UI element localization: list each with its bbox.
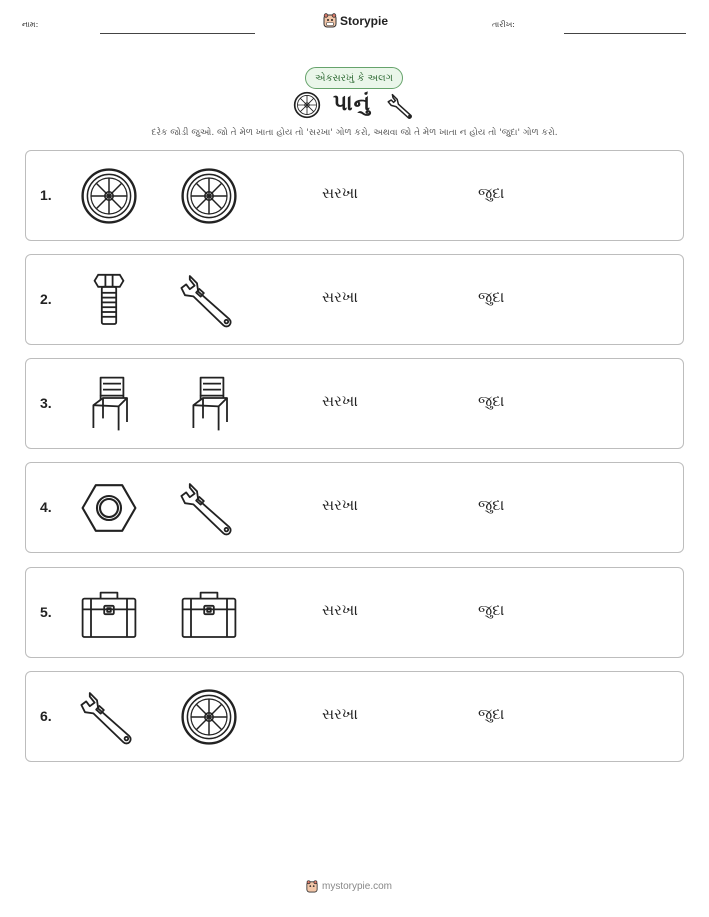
footer-url[interactable]: mystorypie.com	[322, 881, 393, 892]
wrench-icon	[79, 687, 139, 747]
toolbox-icon	[79, 583, 139, 643]
question-row-1	[25, 150, 684, 241]
name-line[interactable]	[100, 33, 255, 34]
brand-name: Storypie	[340, 13, 389, 28]
brand-logo	[323, 13, 388, 28]
instructions: દરેક જોડી જુઓ. જો તે મેળ ખાતા હોય તો 'સરખા' ગોળ કરો, અથવા જો તે મેળ ખાતા ન હોય તો 'જુદા' ગોળ કરો.	[151, 128, 558, 138]
worksheet-tag: એકસરખું કે અલગ	[305, 67, 403, 89]
question-row-6	[25, 671, 684, 762]
different-option[interactable]: જુદા	[478, 601, 505, 619]
question-row-3	[25, 358, 684, 449]
question-row-2	[25, 254, 684, 345]
different-option[interactable]: જુદા	[478, 496, 505, 514]
different-option[interactable]: જુદા	[478, 392, 505, 410]
wrench-icon	[179, 270, 239, 330]
wrench-icon	[179, 478, 239, 538]
question-number: 6.	[40, 708, 52, 724]
different-option[interactable]: જુદા	[478, 705, 505, 723]
question-row-5	[25, 567, 684, 658]
wheel-icon	[79, 166, 139, 226]
wheel-icon	[293, 91, 321, 119]
footer	[306, 880, 392, 893]
toolbox-icon	[179, 583, 239, 643]
question-number: 3.	[40, 395, 52, 411]
question-row-4	[25, 462, 684, 553]
storypie-mascot-icon	[323, 13, 337, 28]
title-row	[0, 90, 709, 124]
same-option[interactable]: સરખા	[322, 392, 358, 410]
question-number: 1.	[40, 187, 52, 203]
wheel-icon	[179, 687, 239, 747]
question-number: 4.	[40, 499, 52, 515]
same-option[interactable]: સરખા	[322, 601, 358, 619]
bolt-icon	[79, 270, 139, 330]
same-option[interactable]: સરખા	[322, 496, 358, 514]
wheel-icon	[179, 166, 239, 226]
same-option[interactable]: સરખા	[322, 288, 358, 306]
different-option[interactable]: જુદા	[478, 184, 505, 202]
question-number: 5.	[40, 604, 52, 620]
page-title: પાનું	[333, 91, 372, 116]
question-number: 2.	[40, 291, 52, 307]
date-label: તારીખ:	[492, 20, 515, 29]
different-option[interactable]: જુદા	[478, 288, 505, 306]
same-option[interactable]: સરખા	[322, 705, 358, 723]
wrench-icon	[387, 91, 417, 121]
same-option[interactable]: સરખા	[322, 184, 358, 202]
name-label: નામ:	[22, 20, 39, 29]
nut-icon	[79, 478, 139, 538]
storypie-mascot-icon	[306, 880, 318, 893]
date-line[interactable]	[564, 33, 686, 34]
chair-icon	[79, 374, 139, 434]
chair-icon	[179, 374, 239, 434]
